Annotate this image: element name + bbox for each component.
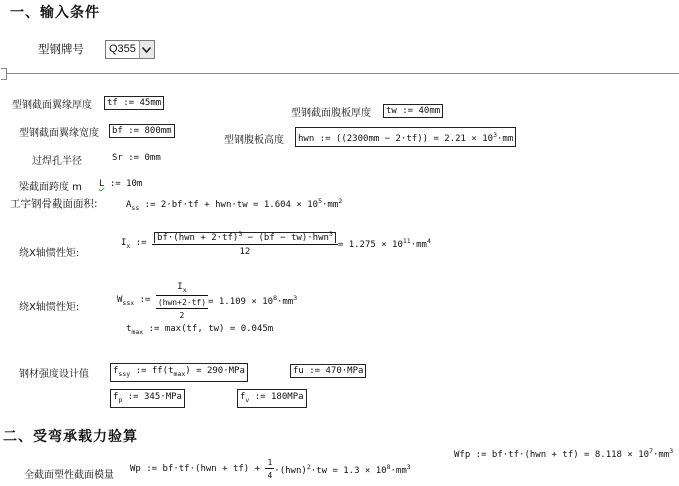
span-label: 梁截面跨度 m xyxy=(19,182,82,193)
hwn-exponent: 3 xyxy=(493,131,497,139)
inertia-expression[interactable]: $I_x$ := $\frac{bf\cdot(hwn + 2\cdot tf)^3 - (bf - tw)\cdot hwn^3}{12}$ = $1.275 \times 10^{11}\cdot mm^4$ xyxy=(121,230,431,257)
wfp-text: Wfp := bf·tf·(hwn + tf) = 8.118 × 10 xyxy=(454,450,650,460)
inertia-result-unit: ·mm xyxy=(410,240,427,250)
area-label: 工字钢骨截面面积: xyxy=(10,198,98,210)
modulus-label: 绕X轴惯性矩: xyxy=(19,302,80,313)
fv-lhs: f xyxy=(240,392,246,402)
hwn-unit: ·mm xyxy=(497,134,514,144)
modulus-result-unit: ·mm xyxy=(276,297,294,308)
fssy-expression[interactable] xyxy=(110,363,248,382)
area-symbol: A xyxy=(126,200,132,210)
section-heading-bending: 二、受弯承载力验算 xyxy=(3,429,138,445)
fssy-rest: ) = 290·MPa xyxy=(185,366,245,376)
modulus-num-sub: x xyxy=(182,285,187,294)
fp-rest: := 345·MPa xyxy=(122,392,182,402)
bf-expression[interactable]: bf := 800mm xyxy=(109,124,175,138)
wp-part-b: ·(hwn) xyxy=(274,465,307,476)
region-divider xyxy=(7,73,679,74)
inertia-result-unit-exp: 4 xyxy=(426,237,431,245)
inertia-num-a: bf·(hwn + 2·tf) xyxy=(157,233,239,243)
inertia-num-b: − (bf − tw)·hwn xyxy=(242,233,329,243)
tmax-expression[interactable] xyxy=(126,324,273,336)
wp-part-c-exp: 8 xyxy=(386,462,391,471)
steel-grade-label: 型钢牌号 xyxy=(38,42,84,56)
section-heading-input: 一、输入条件 xyxy=(10,5,100,21)
fp-lhs: f xyxy=(113,392,119,402)
sr-label: 过焊孔半径 xyxy=(32,156,82,167)
hwn-expression[interactable] xyxy=(295,127,516,147)
fv-expression[interactable] xyxy=(237,389,307,408)
tf-expression[interactable]: tf := 45mm xyxy=(104,96,164,110)
inertia-label: 绕X轴惯性矩: xyxy=(19,248,80,259)
fu-expression[interactable]: fu := 470·MPa xyxy=(290,364,366,378)
wfp-expression[interactable] xyxy=(454,447,673,460)
modulus-lhs: W xyxy=(117,295,123,305)
modulus-inner-num: (hwn+2·tf) xyxy=(157,297,207,307)
region-marker[interactable] xyxy=(1,68,7,80)
modulus-expression[interactable]: $W_{ssx}$ := $\frac{I_x}{\frac{\text{(hwn+2·tf)}}{2}}$ = $1.109 \times 10^8\cdot mm^3$ xyxy=(117,282,298,320)
inertia-lhs-sub: x xyxy=(126,241,131,250)
wp-unit: ·mm xyxy=(390,465,407,476)
wp-frac-den: 4 xyxy=(267,471,273,480)
tw-expression[interactable]: tw := 40mm xyxy=(383,104,443,118)
area-unit-exponent: 2 xyxy=(338,197,343,205)
bf-label: 型钢截面翼缘宽度 xyxy=(19,128,99,139)
wp-expression[interactable] xyxy=(130,458,411,480)
fp-lhs-sub: p xyxy=(118,395,123,404)
hwn-expr-text: hwn := ((2300mm − 2·tf)) = 2.21 × 10 xyxy=(298,134,494,144)
wp-unit-exp: 3 xyxy=(406,462,411,471)
fssy-lhs: f xyxy=(113,366,119,376)
tf-label: 型钢截面翼缘厚度 xyxy=(12,100,92,111)
steel-grade-select[interactable] xyxy=(105,40,155,59)
fv-lhs-sub: v xyxy=(245,395,250,404)
area-expr-text: := 2·bf·tf + hwn·tw = 1.604 × 10 xyxy=(139,200,319,210)
span-symbol: L xyxy=(99,179,105,189)
area-expression[interactable] xyxy=(126,197,342,212)
fv-rest: := 180MPa xyxy=(249,392,304,402)
wp-part-a: Wp := bf·tf·(hwn + tf) + xyxy=(130,464,266,474)
inertia-den: 12 xyxy=(239,247,251,257)
wp-fraction xyxy=(265,458,274,480)
hwn-label: 型钢腹板高度 xyxy=(224,135,284,146)
plastic-modulus-label: 全截面塑性截面模量 xyxy=(24,470,114,481)
wfp-unit: ·mm xyxy=(653,450,670,460)
wfp-unit-exp: 3 xyxy=(669,447,674,455)
modulus-result-exp: 8 xyxy=(273,294,277,303)
inertia-num-a-exp: 3 xyxy=(238,230,243,238)
span-expression[interactable] xyxy=(99,179,142,189)
area-subscript: ss xyxy=(131,203,140,212)
inertia-result-exp: 11 xyxy=(402,237,411,245)
wp-part-c: ·tw = 1.3 × 10 xyxy=(310,465,387,476)
tmax-lhs: t xyxy=(126,324,132,334)
inertia-fraction xyxy=(152,230,338,257)
tmax-expr-text: := max(tf, tw) = 0.045m xyxy=(143,324,274,334)
inertia-result: = 1.275 × 10 xyxy=(337,240,403,250)
chevron-down-icon[interactable] xyxy=(139,41,154,58)
modulus-lhs-sub: ssx xyxy=(122,298,135,307)
modulus-num: I xyxy=(177,282,183,292)
wfp-exp: 7 xyxy=(649,447,653,455)
span-rest: := 10m xyxy=(104,179,143,189)
strength-label: 钢材强度设计值 xyxy=(19,369,89,380)
area-exponent: 5 xyxy=(318,197,322,205)
wp-part-b-exp: 2 xyxy=(306,462,311,471)
modulus-inner-den: 2 xyxy=(179,310,185,320)
inertia-lhs: I xyxy=(121,237,127,248)
fssy-mid-sub: max xyxy=(173,369,186,378)
tmax-lhs-sub: max xyxy=(131,327,144,336)
inertia-num-b-exp: 3 xyxy=(328,230,333,238)
fssy-mid: := ff(t xyxy=(130,366,174,376)
steel-grade-value: Q355 xyxy=(109,43,136,55)
wp-frac-num: 1 xyxy=(267,458,273,467)
fssy-lhs-sub: ssy xyxy=(118,369,131,378)
tw-label: 型钢截面腹板厚度 xyxy=(291,108,371,119)
modulus-fraction xyxy=(156,282,208,320)
sr-expression[interactable]: Sr := 0mm xyxy=(112,153,161,163)
area-unit: ·mm xyxy=(321,200,339,210)
modulus-result: = 1.109 × 10 xyxy=(208,297,274,308)
fp-expression[interactable] xyxy=(110,389,185,408)
modulus-result-unit-exp: 3 xyxy=(293,294,298,303)
